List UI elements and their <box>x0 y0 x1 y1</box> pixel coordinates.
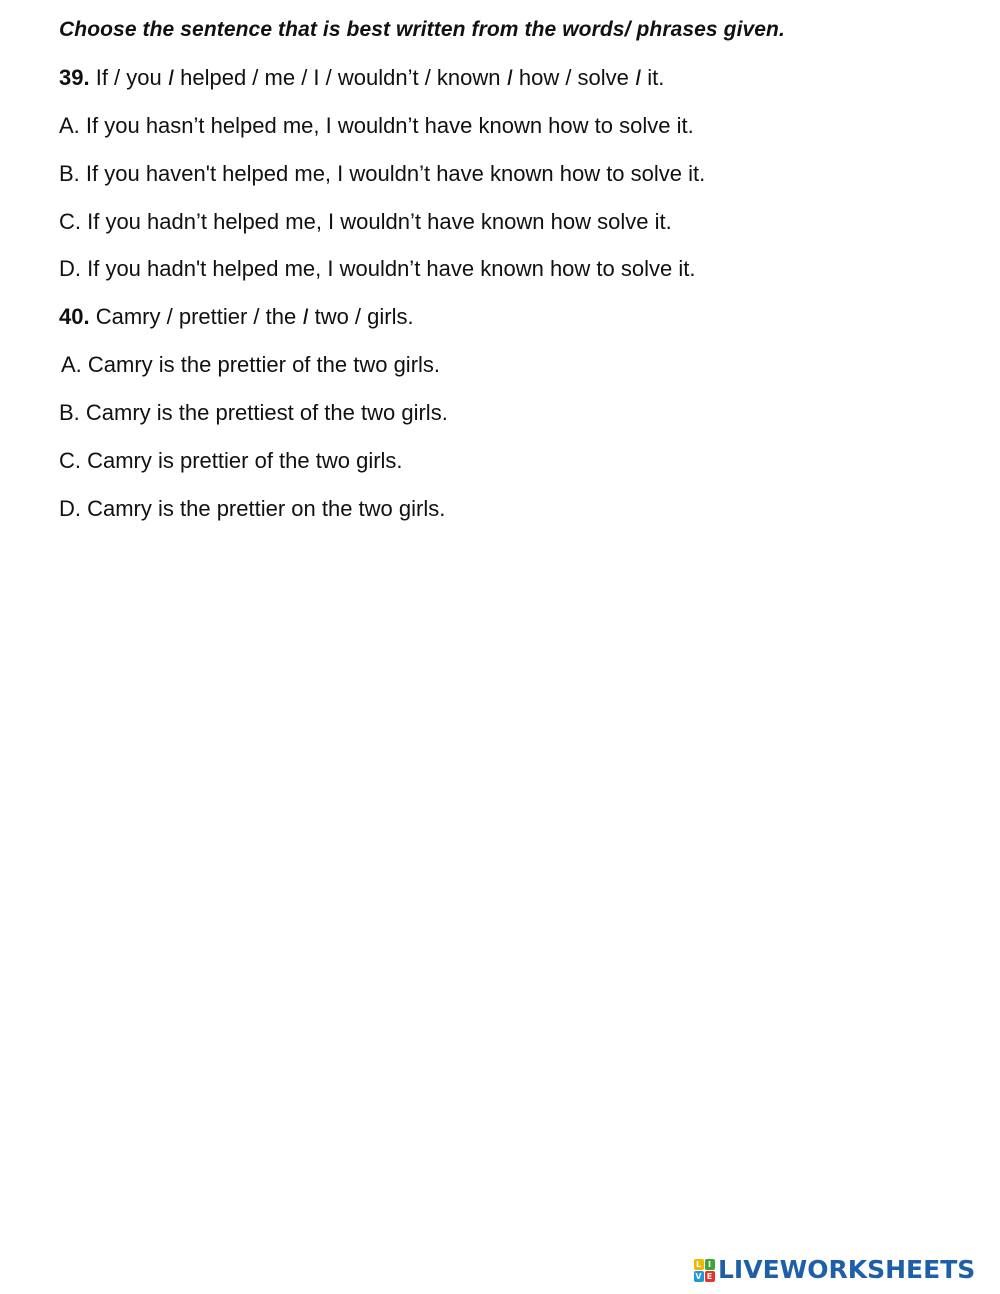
prompt-part: I <box>635 65 642 90</box>
badge-letter: E <box>705 1271 715 1282</box>
question-number: 39. <box>59 65 90 90</box>
question-40-option-d[interactable]: D. Camry is the prettier on the two girls. <box>59 496 446 521</box>
prompt-part: helped / me / I / wouldn’t / known <box>174 65 507 90</box>
prompt-part: I <box>506 65 513 90</box>
prompt-part: Camry / prettier / the <box>95 304 303 329</box>
question-40-option-b[interactable]: B. Camry is the prettiest of the two girls. <box>59 400 448 425</box>
question-40-prompt <box>59 304 414 330</box>
question-39-option-b[interactable]: B. If you haven't helped me, I wouldn’t have known how to solve it. <box>59 161 706 186</box>
badge-letter: L <box>694 1259 704 1270</box>
liveworksheets-logo <box>693 1256 975 1284</box>
prompt-part: how / solve <box>512 65 636 90</box>
badge-letter: I <box>705 1259 715 1270</box>
prompt-part: If / you <box>95 65 168 90</box>
prompt-part: I <box>167 65 174 90</box>
badge-letter: V <box>695 1271 702 1281</box>
prompt-part: I <box>302 304 309 329</box>
logo-text: LIVEWORKSHEETS <box>718 1255 976 1284</box>
question-39-option-d[interactable]: D. If you hadn't helped me, I wouldn’t have known how to solve it. <box>59 256 696 281</box>
question-39-option-c[interactable]: C. If you hadn’t helped me, I wouldn’t have known how solve it. <box>59 209 672 234</box>
question-40-option-c[interactable]: C. Camry is prettier of the two girls. <box>59 448 403 473</box>
prompt-part: it. <box>641 65 665 90</box>
instruction-text: Choose the sentence that is best written from the words/ phrases given. <box>59 18 785 41</box>
question-39-prompt <box>59 65 664 91</box>
question-39-option-a[interactable]: A. If you hasn’t helped me, I wouldn’t have known how to solve it. <box>59 113 694 138</box>
question-40-option-a[interactable]: A. Camry is the prettier of the two girls. <box>61 352 441 377</box>
prompt-part: two / girls. <box>308 304 414 329</box>
live-badge-icon <box>693 1258 715 1282</box>
question-number: 40. <box>59 304 90 329</box>
